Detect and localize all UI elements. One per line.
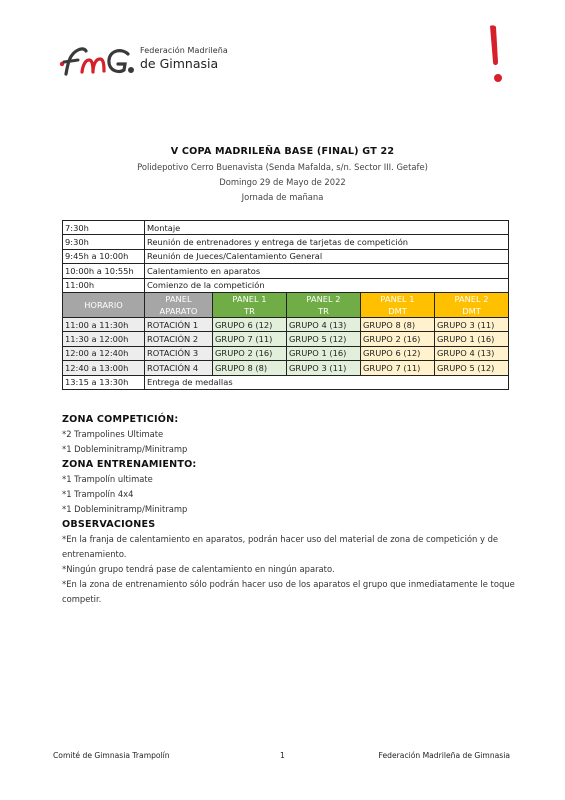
footer-left: Comité de Gimnasia Trampolín (53, 751, 170, 760)
schedule-table (62, 220, 509, 390)
list-item: *1 Dobleminitramp/Minitramp (62, 444, 188, 454)
rotation-cell: ROTACIÓN 3 (145, 346, 213, 360)
header-panel2-dmt (435, 292, 509, 317)
table-row (63, 235, 509, 249)
list-item: *1 Dobleminitramp/Minitramp (62, 504, 188, 514)
zona-competicion-title: ZONA COMPETICIÓN: (62, 414, 179, 425)
list-item: *En la zona de entrenamiento sólo podrán hacer uso de los aparatos el grupo que inmediatamente le toque competir. (62, 579, 515, 604)
table-row (63, 278, 509, 292)
group-cell: GRUPO 4 (13) (287, 317, 361, 331)
header-panel2-tr (287, 292, 361, 317)
table-row (63, 317, 509, 331)
table-row (63, 332, 509, 346)
header-line: DMT (388, 305, 407, 316)
group-cell: GRUPO 5 (12) (287, 332, 361, 346)
heading-block (0, 146, 565, 202)
notes-section (62, 412, 532, 607)
list-item: *1 Trampolín ultimate (62, 474, 153, 484)
exclamation-mark-icon (484, 22, 508, 86)
group-cell: GRUPO 8 (8) (213, 361, 287, 375)
table-row (63, 249, 509, 263)
group-cell: GRUPO 6 (12) (361, 346, 435, 360)
activity-cell: Calentamiento en aparatos (145, 264, 509, 278)
time-cell: 13:15 a 13:30h (63, 375, 145, 389)
session: Jornada de mañana (241, 192, 324, 202)
page-number: 1 (280, 751, 285, 760)
logo-line-1: Federación Madrileña (140, 46, 228, 55)
group-cell: GRUPO 3 (11) (287, 361, 361, 375)
time-cell: 10:00h a 10:55h (63, 264, 145, 278)
group-cell: GRUPO 7 (11) (361, 361, 435, 375)
venue: Polidepotivo Cerro Buenavista (Senda Mafalda, s/n. Sector III. Getafe) (137, 162, 428, 172)
header-horario-label: HORARIO (84, 299, 123, 310)
group-cell: GRUPO 3 (11) (435, 317, 509, 331)
header-line: TR (244, 305, 255, 316)
time-cell: 9:30h (63, 235, 145, 249)
rotation-cell: ROTACIÓN 1 (145, 317, 213, 331)
group-cell: GRUPO 8 (8) (361, 317, 435, 331)
header-line: DMT (462, 305, 481, 316)
header-panel-aparato (145, 292, 213, 317)
header-line: TR (318, 305, 329, 316)
time-cell: 12:40 a 13:00h (63, 361, 145, 375)
table-row (63, 361, 509, 375)
table-row (63, 221, 509, 235)
time-cell: 9:45h a 10:00h (63, 249, 145, 263)
header-line: PANEL 1 (380, 293, 415, 304)
header-line: PANEL 1 (232, 293, 267, 304)
group-cell: GRUPO 1 (16) (287, 346, 361, 360)
table-header-row (63, 292, 509, 317)
event-date: Domingo 29 de Mayo de 2022 (219, 177, 346, 187)
activity-cell: Montaje (145, 221, 509, 235)
time-cell: 7:30h (63, 221, 145, 235)
page-title: V COPA MADRILEÑA BASE (FINAL) GT 22 (170, 146, 395, 157)
time-cell: 11:30 a 12:00h (63, 332, 145, 346)
time-cell: 11:00h (63, 278, 145, 292)
header-horario (63, 292, 145, 317)
logo-text (140, 47, 228, 71)
zona-entrenamiento-title: ZONA ENTRENAMIENTO: (62, 459, 197, 470)
group-cell: GRUPO 2 (16) (361, 332, 435, 346)
group-cell: GRUPO 5 (12) (435, 361, 509, 375)
header-panel1-tr (213, 292, 287, 317)
logo-line-2: de Gimnasia (140, 56, 219, 71)
table-row (63, 264, 509, 278)
activity-cell: Reunión de Jueces/Calentamiento General (145, 249, 509, 263)
group-cell: GRUPO 4 (13) (435, 346, 509, 360)
list-item: *En la franja de calentamiento en aparatos, podrán hacer uso del material de zona de competición y de entrenamiento. (62, 534, 499, 559)
table-row (63, 346, 509, 360)
list-item: *1 Trampolín 4x4 (62, 489, 134, 499)
group-cell: GRUPO 6 (12) (213, 317, 287, 331)
group-cell: GRUPO 1 (16) (435, 332, 509, 346)
time-cell: 12:00 a 12:40h (63, 346, 145, 360)
rotation-cell: ROTACIÓN 2 (145, 332, 213, 346)
activity-cell: Reunión de entrenadores y entrega de tarjetas de competición (145, 235, 509, 249)
rotation-cell: ROTACIÓN 4 (145, 361, 213, 375)
list-item: *Ningún grupo tendrá pase de calentamiento en ningún aparato. (62, 564, 335, 574)
table-row (63, 375, 509, 389)
activity-cell: Entrega de medallas (145, 375, 509, 389)
header-line: PANEL (165, 293, 192, 304)
header-line: APARATO (159, 305, 198, 316)
header-line: PANEL 2 (306, 293, 341, 304)
time-cell: 11:00 a 11:30h (63, 317, 145, 331)
list-item: *2 Trampolines Ultimate (62, 429, 164, 439)
header-panel1-dmt (361, 292, 435, 317)
activity-cell: Comienzo de la competición (145, 278, 509, 292)
group-cell: GRUPO 7 (11) (213, 332, 287, 346)
footer-right: Federación Madrileña de Gimnasia (378, 751, 510, 760)
observaciones-title: OBSERVACIONES (62, 519, 156, 530)
group-cell: GRUPO 2 (16) (213, 346, 287, 360)
header-line: PANEL 2 (454, 293, 489, 304)
